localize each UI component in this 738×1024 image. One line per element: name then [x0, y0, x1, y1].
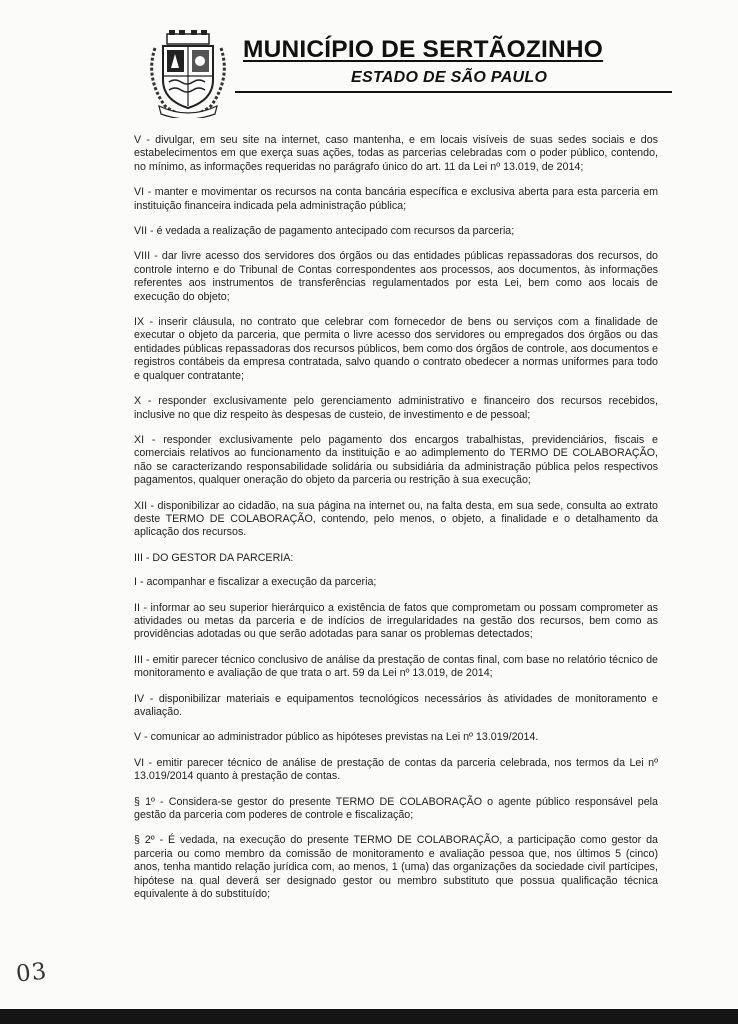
- clause-vii-advance-payment: VII - é vedada a realização de pagamento antecipado com recursos da parceria;: [134, 225, 515, 238]
- municipal-crest-icon: [145, 28, 231, 118]
- clause-xi-charges: XI - responder exclusivamente pelo pagamento dos encargos trabalhistas, previdenciários, fiscais e comerciais relativos ao funcionamento da instituição e ao adimplemento do TERMO DE COLABORAÇÃO, não se caracterizando responsabilidade solidária ou subsidiária da administração pública pelos respectivos pagamentos, qualquer oneração do objeto da parceria ou restrição à sua execução;: [134, 433, 658, 487]
- paragraph-1: § 1º - Considera-se gestor do presente TERMO DE COLABORAÇÃO o agente público responsável pela gestão da parceria com poderes de controle e fiscalização;: [134, 795, 658, 822]
- gestor-item-ii: II - informar ao seu superior hierárquico a existência de fatos que comprometam ou possam comprometer as atividades ou metas da parceria e de indícios de irregularidades na gestão dos recursos, bem como as providências adotadas ou que serão adotadas para sanar os problemas detectados;: [134, 601, 658, 641]
- section-heading-gestor: III - DO GESTOR DA PARCERIA:: [134, 551, 294, 564]
- clause-vi-bank-account: VI - manter e movimentar os recursos na conta bancária específica e exclusiva aberta para esta parceria em instituição financeira indicada pela administração pública;: [134, 186, 658, 212]
- state-subtitle: ESTADO DE SÃO PAULO: [351, 69, 548, 86]
- gestor-item-iv: IV - disponibilizar materiais e equipamentos tecnológicos necessários às atividades de monitoramento e avaliação.: [134, 692, 658, 718]
- municipality-title: MUNICÍPIO DE SERTÃOZINHO: [243, 36, 604, 63]
- document-body: [134, 134, 658, 913]
- gestor-item-v: V - comunicar ao administrador público as hipóteses previstas na Lei nº 13.019/2014.: [134, 731, 539, 744]
- scan-edge-bar: [0, 1009, 738, 1024]
- clause-v-publicize: V - divulgar, em seu site na internet, caso mantenha, e em locais visíveis de suas sedes sociais e dos estabelecimentos em que exerça suas ações, todas as parcerias celebradas com o poder público, contendo, no mínimo, as informações requeridas no parágrafo único do art. 11 da Lei nº 13.019, de 2014;: [134, 134, 658, 173]
- clause-x-management: X - responder exclusivamente pelo gerenciamento administrativo e financeiro dos recursos recebidos, inclusive no que diz respeito às despesas de custeio, de investimento e de pessoal;: [134, 395, 658, 421]
- clause-ix-contract-clause: IX - inserir cláusula, no contrato que celebrar com fornecedor de bens ou serviços com a finalidade de executar o objeto da parceria, que permita o livre acesso dos servidores ou empregados dos órgãos ou das entidades públicas repassadoras dos recursos públicos, bem como dos órgãos de controle, aos documentos e registros contábeis da empresa contratada, salvo quando o contrato obedecer a normas uniformes para todo e qualquer contratante;: [134, 316, 658, 382]
- clause-viii-free-access: VIII - dar livre acesso dos servidores dos órgãos ou das entidades públicas repassadoras dos recursos, do controle interno e do Tribunal de Contas correspondentes aos processos, aos documentos, às informações referentes aos instrumentos de transferências regulamentados por esta Lei, bem como aos locais de execução do objeto;: [134, 250, 658, 303]
- gestor-item-i: I - acompanhar e fiscalizar a execução da parceria;: [134, 576, 377, 589]
- gestor-item-vi: VI - emitir parecer técnico de análise de prestação de contas da parceria celebrada, nos termos da Lei nº 13.019/2014 quanto à prestação de contas.: [134, 756, 658, 783]
- paragraph-2: § 2º - É vedada, na execução do presente TERMO DE COLABORAÇÃO, a participação como gestor da parceria ou como membro da comissão de monitoramento e avaliação pessoa que, nos últimos 5 (cinco) anos, tenha mantido relação jurídica com, ao menos, 1 (uma) das organizações da sociedade civil partícipes, hipótese na qual deverá ser designado gestor ou membro substituto que possua qualificação técnica equivalente à do substituído;: [134, 834, 658, 901]
- clause-xii-citizen-access: XII - disponibilizar ao cidadão, na sua página na internet ou, na falta desta, em sua sede, consulta ao extrato deste TERMO DE COLABORAÇÃO, contendo, pelo menos, o objeto, a finalidade e o detalhamento da aplicação dos recursos.: [134, 499, 658, 539]
- header-divider: [235, 91, 672, 93]
- gestor-item-iii: III - emitir parecer técnico conclusivo de análise da prestação de contas final, com base no relatório técnico de monitoramento e avaliação de que trata o art. 59 da Lei nº 13.019, de 2014;: [134, 653, 658, 680]
- handwritten-page-number: 03: [14, 958, 49, 988]
